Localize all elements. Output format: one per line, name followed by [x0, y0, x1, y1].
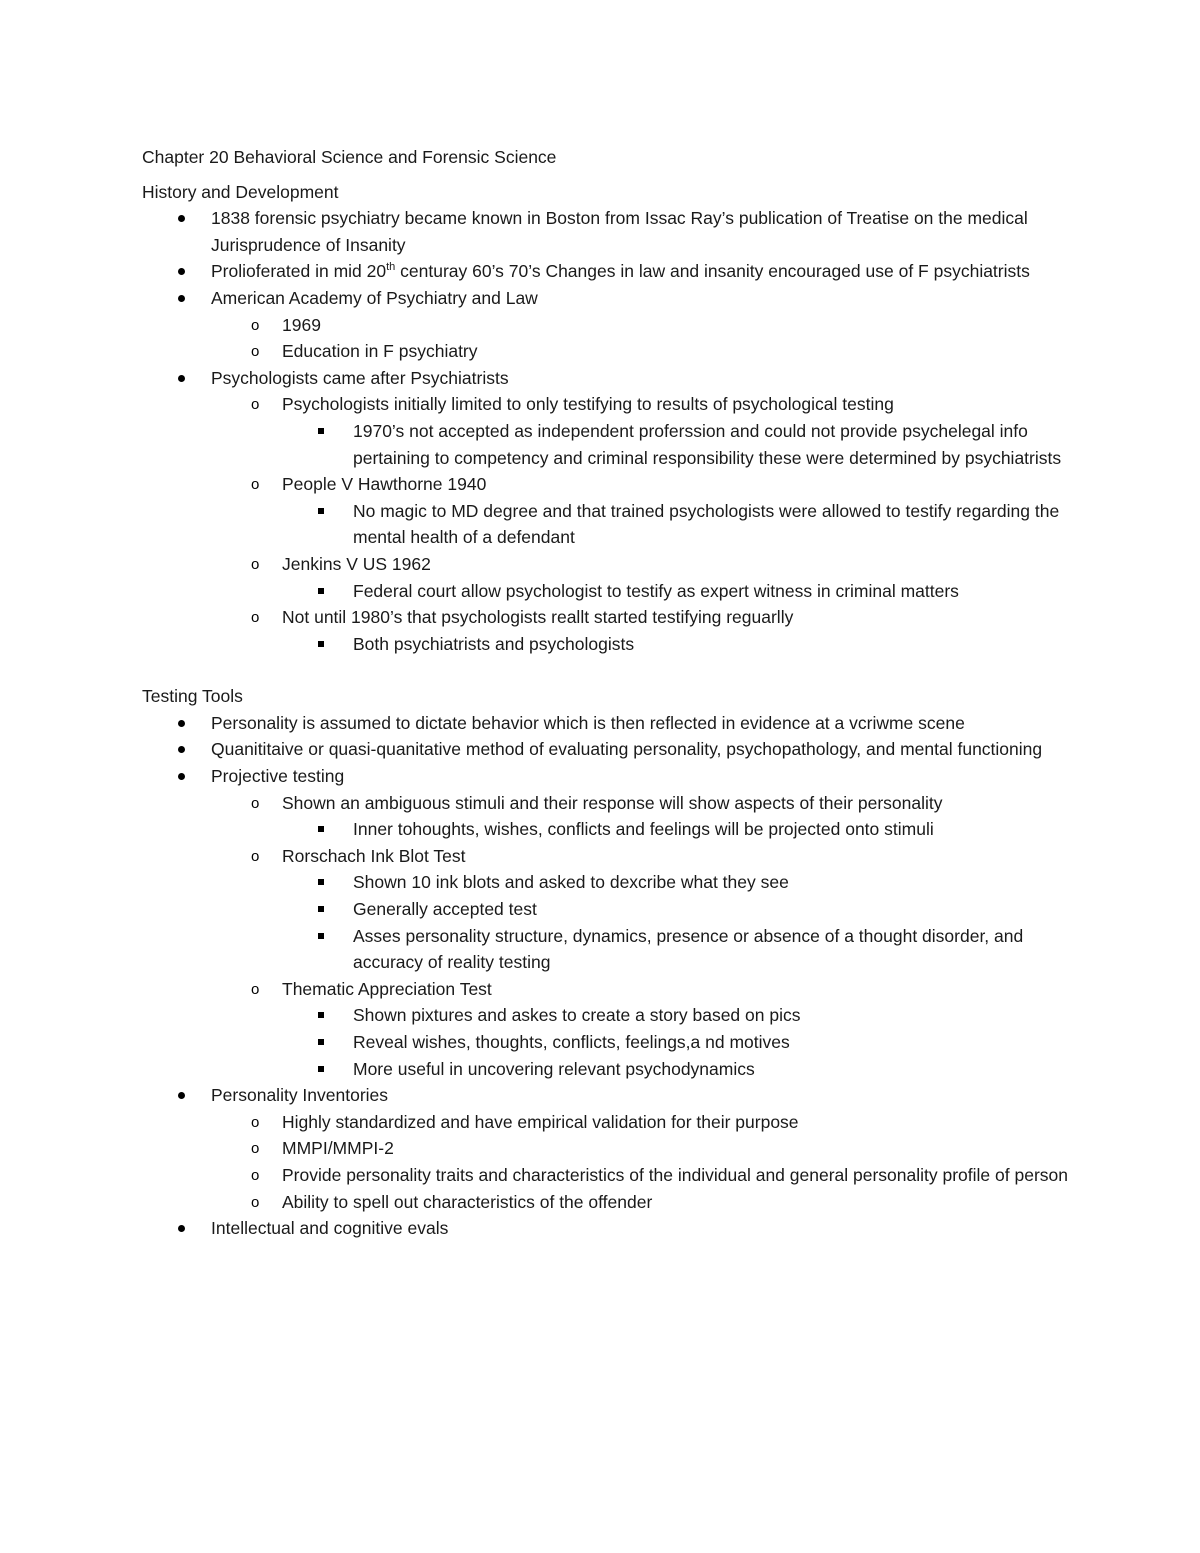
bullet-circle-icon: o — [251, 1140, 260, 1158]
bullet-square-icon — [318, 1039, 324, 1045]
list-item — [211, 1162, 1072, 1189]
bullet-circle-icon: o — [251, 1113, 260, 1131]
list-item-text-part: Prolioferated in mid 20 — [211, 261, 387, 282]
list-item — [142, 1215, 1072, 1242]
list-item-text: Shown 10 ink blots and asked to dexcribe what they see — [353, 872, 789, 893]
bullet-circle-icon: o — [251, 555, 260, 573]
list-item-text: 1969 — [282, 314, 321, 335]
list-item-text: Both psychiatrists and psychologists — [353, 633, 635, 654]
bullet-list-level-3 — [282, 498, 1072, 551]
list-item-text: Ability to spell out characteristics of the offender — [282, 1191, 653, 1212]
list-item — [142, 365, 1072, 658]
bullet-dot-icon — [178, 295, 185, 302]
bullet-dot-icon — [178, 215, 185, 222]
list-item — [282, 923, 1072, 976]
bullet-dot-icon — [178, 1092, 185, 1099]
list-item — [142, 763, 1072, 1082]
list-item — [211, 790, 1072, 843]
list-item — [142, 736, 1072, 763]
list-item-text: 1838 forensic psychiatry became known in Boston from Issac Ray’s publication of Treatise on the medical Jurisprudence of Insanity — [211, 208, 1028, 255]
bullet-square-icon — [318, 641, 324, 647]
list-item — [211, 551, 1072, 604]
bullet-circle-icon: o — [251, 343, 260, 361]
bullet-circle-icon: o — [251, 1193, 260, 1211]
list-item — [282, 1056, 1072, 1083]
bullet-circle-icon: o — [251, 316, 260, 334]
bullet-dot-icon — [178, 268, 185, 275]
document-title: Chapter 20 Behavioral Science and Forensic Science — [142, 147, 557, 167]
sections-container — [142, 179, 1072, 1242]
list-item-text: Shown an ambiguous stimuli and their response will show aspects of their personality — [282, 792, 943, 813]
list-item — [211, 338, 1072, 365]
bullet-circle-icon: o — [251, 847, 260, 865]
list-item-text: Provide personality traits and characteristics of the individual and general personality profile of person — [282, 1164, 1068, 1185]
bullet-square-icon — [318, 906, 324, 912]
list-item — [142, 258, 1072, 285]
list-item-text: Psychologists came after Psychiatrists — [211, 367, 509, 388]
list-item-text: More useful in uncovering relevant psychodynamics — [353, 1058, 755, 1079]
bullet-circle-icon: o — [251, 980, 260, 998]
list-item-text: Jenkins V US 1962 — [282, 553, 431, 574]
list-item-text: Projective testing — [211, 766, 345, 787]
list-item-text: MMPI/MMPI-2 — [282, 1138, 394, 1159]
bullet-list-level-3 — [282, 631, 1072, 658]
list-item-text: Thematic Appreciation Test — [282, 978, 492, 999]
list-item — [282, 498, 1072, 551]
list-item — [142, 710, 1072, 737]
list-item — [211, 604, 1072, 657]
list-item-text: Generally accepted test — [353, 899, 537, 920]
list-item-text: No magic to MD degree and that trained psychologists were allowed to testify regarding the mental health of a defendant — [353, 500, 1060, 548]
list-item-text: Psychologists initially limited to only testifying to results of psychological testing — [282, 394, 894, 415]
bullet-list-level-3 — [282, 1002, 1072, 1082]
list-item-text: 1970’s not accepted as independent proferssion and could not provide psychelegal info pertaining to competency and criminal responsibility these were determined by psychiatrists — [353, 420, 1062, 468]
bullet-square-icon — [318, 588, 324, 594]
list-item-text: Not until 1980’s that psychologists reallt started testifying reguarlly — [282, 607, 794, 628]
bullet-list-level-2 — [211, 790, 1072, 1083]
section-heading: Testing Tools — [142, 686, 243, 707]
list-item — [211, 843, 1072, 976]
list-item-text: American Academy of Psychiatry and Law — [211, 287, 538, 308]
bullet-list-level-2 — [211, 391, 1072, 657]
list-item — [282, 418, 1072, 471]
list-item — [282, 631, 1072, 658]
section — [142, 179, 1072, 658]
list-item-text: Asses personality structure, dynamics, presence or absence of a thought disorder, and accuracy of reality testing — [353, 925, 1024, 973]
bullet-circle-icon: o — [251, 1166, 260, 1184]
list-item-text: Rorschach Ink Blot Test — [282, 845, 466, 866]
list-item — [282, 869, 1072, 896]
list-item — [211, 391, 1072, 471]
bullet-square-icon — [318, 933, 324, 939]
list-item — [211, 471, 1072, 551]
bullet-list-level-1 — [142, 205, 1072, 657]
bullet-circle-icon: o — [251, 396, 260, 414]
section-heading: History and Development — [142, 181, 339, 202]
list-item — [282, 816, 1072, 843]
list-item-text: Inner tohoughts, wishes, conflicts and feelings will be projected onto stimuli — [353, 819, 934, 840]
list-item — [142, 285, 1072, 365]
bullet-circle-icon: o — [251, 609, 260, 627]
bullet-dot-icon — [178, 773, 185, 780]
bullet-list-level-3 — [282, 578, 1072, 605]
list-item — [142, 205, 1072, 258]
bullet-square-icon — [318, 508, 324, 514]
bullet-square-icon — [318, 879, 324, 885]
bullet-dot-icon — [178, 720, 185, 727]
list-item — [211, 312, 1072, 339]
bullet-list-level-3 — [282, 418, 1072, 471]
bullet-list-level-2 — [211, 312, 1072, 365]
list-item-text: Highly standardized and have empirical validation for their purpose — [282, 1111, 799, 1132]
list-item-text: Education in F psychiatry — [282, 341, 478, 362]
list-item-text — [211, 258, 1072, 285]
list-item-text: Personality Inventories — [211, 1085, 389, 1106]
list-item — [282, 1029, 1072, 1056]
list-item — [142, 1082, 1072, 1215]
bullet-square-icon — [318, 1012, 324, 1018]
bullet-dot-icon — [178, 1225, 185, 1232]
bullet-square-icon — [318, 428, 324, 434]
bullet-square-icon — [318, 826, 324, 832]
bullet-list-level-3 — [282, 869, 1072, 975]
list-item — [282, 578, 1072, 605]
list-item — [211, 1189, 1072, 1216]
list-item-text: Shown pixtures and askes to create a story based on pics — [353, 1005, 801, 1026]
list-item-text: Reveal wishes, thoughts, conflicts, feelings,a nd motives — [353, 1032, 790, 1052]
list-item-text: Personality is assumed to dictate behavior which is then reflected in evidence at a vcriwme scene — [211, 712, 965, 733]
list-item — [211, 976, 1072, 1082]
bullet-square-icon — [318, 1066, 324, 1072]
list-item-text: Quanititaive or quasi-quanitative method of evaluating personality, psychopathology, and mental functioning — [211, 739, 1043, 760]
list-item — [211, 1135, 1072, 1162]
bullet-list-level-1 — [142, 710, 1072, 1242]
bullet-dot-icon — [178, 375, 185, 382]
bullet-list-level-2 — [211, 1109, 1072, 1215]
list-item-text: Intellectual and cognitive evals — [211, 1218, 449, 1239]
section — [142, 683, 1072, 1241]
list-item-text: Federal court allow psychologist to testify as expert witness in criminal matters — [353, 580, 959, 601]
list-item-text-part: centuray 60’s 70’s Changes in law and insanity encouraged use of F psychiatrists — [395, 261, 1030, 282]
bullet-circle-icon: o — [251, 476, 260, 494]
superscript: th — [386, 261, 396, 274]
list-item — [282, 1002, 1072, 1029]
list-item-text: People V Hawthorne 1940 — [282, 474, 487, 495]
bullet-dot-icon — [178, 746, 185, 753]
list-item — [211, 1109, 1072, 1136]
document-body — [142, 144, 1072, 1242]
list-item — [282, 896, 1072, 923]
bullet-list-level-3 — [282, 816, 1072, 843]
bullet-circle-icon: o — [251, 794, 260, 812]
